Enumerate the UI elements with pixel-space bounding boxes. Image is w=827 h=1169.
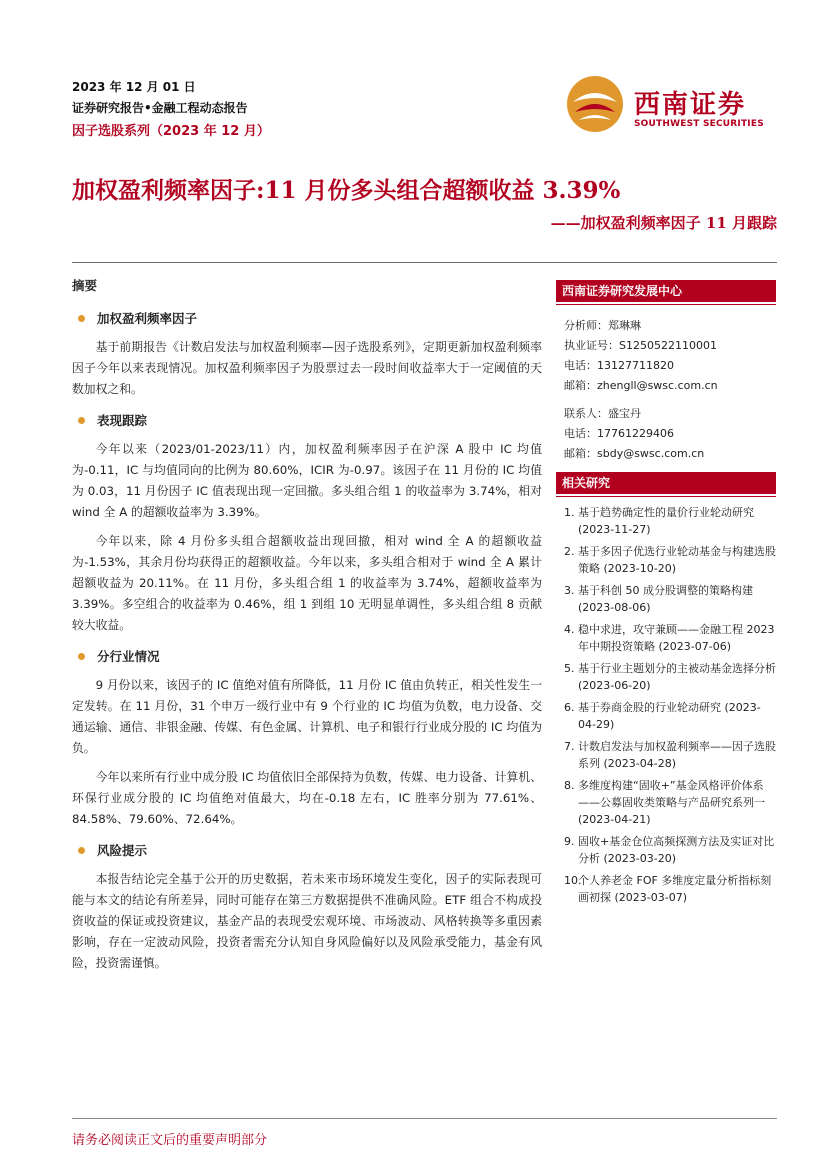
item-text: 稳中求进，攻守兼顾——金融工程 2023 年中期投资策略 (2023-07-06)	[578, 623, 775, 653]
page-subtitle: ——加权盈利频率因子 11 月跟踪	[550, 214, 777, 232]
list-item[interactable]	[564, 621, 776, 655]
list-item[interactable]	[564, 504, 776, 538]
paragraph: 9 月份以来，该因子的 IC 值绝对值有所降低，11 月份 IC 值由负转正，相关性发生一定发转。在 11 月份，31 个申万一级行业中有 9 个行业的 IC 均值为负数，电力设备、交通运输、通信、非银金融、传媒、有色金属、计算机、电子和银行行业成分股的 IC 均值为负。	[72, 678, 542, 755]
item-number: 7.	[564, 740, 575, 753]
section-heading	[72, 410, 542, 431]
page-title: 加权盈利频率因子:11 月份多头组合超额收益 3.39%	[72, 177, 621, 204]
report-date: 2023 年 12 月 01 日	[72, 80, 196, 94]
top-divider	[72, 262, 777, 263]
bullet-icon	[78, 847, 85, 854]
abstract-heading: 摘要	[72, 278, 98, 293]
brand-emblem-icon	[563, 72, 627, 136]
related-research-list	[556, 498, 776, 906]
list-item[interactable]	[564, 872, 776, 906]
item-text: 基于券商金股的行业轮动研究 (2023-04-29)	[578, 701, 761, 731]
list-item[interactable]	[564, 582, 776, 616]
item-text: 固收+基金仓位高频探测方法及实证对比分析 (2023-03-20)	[578, 835, 775, 865]
analyst-name: 分析师：郑琳琳	[564, 319, 641, 332]
item-number: 9.	[564, 835, 575, 848]
list-item[interactable]	[564, 833, 776, 867]
section-heading	[72, 646, 542, 667]
section-title: 分行业情况	[97, 649, 160, 664]
item-text: 计数启发法与加权盈利频率——因子选股系列 (2023-04-28)	[578, 740, 776, 770]
paragraph: 今年以来（2023/01-2023/11）内，加权盈利频率因子在沪深 A 股中 IC 均值为-0.11，IC 与均值同向的比例为 80.60%，ICIR 为-0.97。该因子在 11 月份的 IC 均值为 0.03，11 月份因子 IC 值表现出现一定回撤。多头组合组 1 的收益率为 3.74%，相对 wind 全 A 的超额收益率为 3.39%。	[72, 442, 542, 519]
paragraph: 今年以来所有行业中成分股 IC 均值依旧全部保持为负数，传媒、电力设备、计算机、环保行业成分股的 IC 均值绝对值最大，均在-0.18 左右，IC 胜率分别为 77.61%、84.58%、79.60%、72.64%。	[72, 770, 542, 826]
list-item[interactable]	[564, 777, 776, 828]
bullet-icon	[78, 417, 85, 424]
bullet-icon	[78, 653, 85, 660]
brand-name-cn: 西南证券	[634, 90, 747, 120]
item-text: 个人养老金 FOF 多维度定量分析指标刻画初探 (2023-03-07)	[578, 874, 772, 904]
paragraph: 今年以来，除 4 月份多头组合超额收益出现回撤，相对 wind 全 A 的超额收益为-1.53%，其余月份均获得正的超额收益。今年以来，多头组合相对于 wind 全 A 累计超额收益为 20.11%。在 11 月份，多头组合组 1 的收益率为 3.74%，超额收益率为 3.39%。多空组合的收益率为 0.46%，组 1 到组 10 无明显单调性，多头组合组 8 贡献较大收益。	[72, 534, 542, 632]
footer-disclaimer: 请务必阅读正文后的重要声明部分	[72, 1133, 268, 1148]
paragraph: 本报告结论完全基于公开的历史数据，若未来市场环境发生变化，因子的实际表现可能与本文的结论有所差异，同时可能存在第三方数据提供不准确风险。ETF 组合不构成投资收益的保证或投资建议，基金产品的表现受宏观环境、市场波动、风格转换等多重因素影响，存在一定波动风险，投资者需充分认知自身风险偏好以及风险承受能力，基金有风险，投资需谨慎。	[72, 872, 542, 970]
item-number: 3.	[564, 584, 575, 597]
item-text: 多维度构建“固收+”基金风格评价体系——公募固收类策略与产品研究系列一 (2023-04-21)	[578, 779, 765, 826]
bottom-divider	[72, 1118, 777, 1119]
item-number: 10.	[564, 874, 582, 887]
item-number: 4.	[564, 623, 575, 636]
contact-block	[564, 404, 776, 464]
item-text: 基于科创 50 成分股调整的策略构建 (2023-08-06)	[578, 584, 753, 614]
list-item[interactable]	[564, 738, 776, 772]
item-text: 基于行业主题划分的主被动基金选择分析 (2023-06-20)	[578, 662, 776, 692]
contact-phone: 电话：17761229406	[564, 427, 674, 440]
brand-name-en: SOUTHWEST SECURITIES	[634, 119, 764, 129]
section-title: 风险提示	[97, 843, 148, 858]
item-number: 1.	[564, 506, 575, 519]
report-type: 证券研究报告•金融工程动态报告	[72, 101, 248, 115]
item-text: 基于趋势确定性的量价行业轮动研究 (2023-11-27)	[578, 506, 754, 536]
section-heading	[72, 308, 542, 329]
item-number: 6.	[564, 701, 575, 714]
item-number: 2.	[564, 545, 575, 558]
analyst-phone: 电话：13127711820	[564, 359, 674, 372]
analyst-block	[564, 316, 776, 396]
item-number: 8.	[564, 779, 575, 792]
item-number: 5.	[564, 662, 575, 675]
analyst-cert: 执业证号：S1250522110001	[564, 339, 717, 352]
list-item[interactable]	[564, 543, 776, 577]
list-item[interactable]	[564, 699, 776, 733]
paragraph: 基于前期报告《计数启发法与加权盈利频率—因子选股系列》，定期更新加权盈利频率因子今年以来表现情况。加权盈利频率因子为股票过去一段时间收益率大于一定阈值的天数加权之和。	[72, 340, 542, 396]
section-title: 加权盈利频率因子	[97, 311, 198, 326]
abstract	[72, 275, 542, 982]
research-center-title: 西南证券研究发展中心	[556, 280, 776, 302]
related-research-title: 相关研究	[556, 472, 776, 494]
analyst-info	[556, 306, 776, 464]
bullet-icon	[78, 315, 85, 322]
contact-name: 联系人：盛宝丹	[564, 407, 641, 420]
report-series: 因子选股系列（2023 年 12 月）	[72, 124, 270, 139]
list-item[interactable]	[564, 660, 776, 694]
contact-email[interactable]: 邮箱：sbdy@swsc.com.cn	[564, 447, 705, 460]
item-text: 基于多因子优选行业轮动基金与构建选股策略 (2023-10-20)	[578, 545, 776, 575]
sidebar	[556, 280, 776, 911]
analyst-email[interactable]: 邮箱：zhengll@swsc.com.cn	[564, 379, 718, 392]
section-heading	[72, 840, 542, 861]
section-title: 表现跟踪	[97, 413, 148, 428]
